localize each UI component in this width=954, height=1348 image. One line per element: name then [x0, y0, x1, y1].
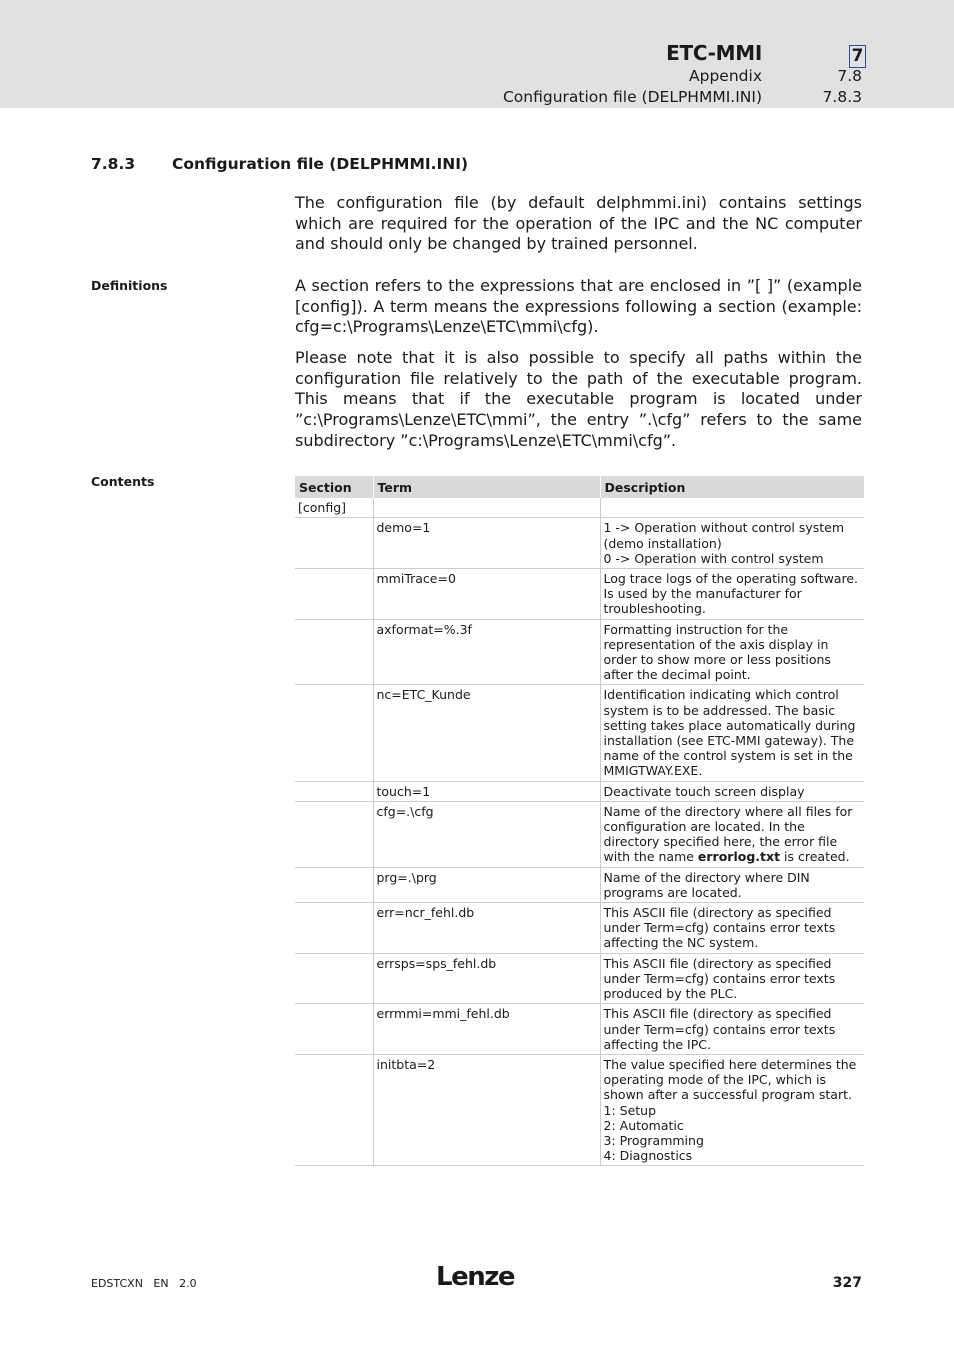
intro-paragraph: The configuration file (by default delphmmi.ini) contains settings which are required for the operation of the IPC and the NC computer and should only be changed by trained personnel.: [295, 193, 862, 254]
section-cell: [295, 619, 373, 685]
description-line: The value specified here determines the operating mode of the IPC, which is shown after a successful program start.: [603, 1056, 857, 1103]
section-cell: [295, 903, 373, 954]
section-cell: [295, 685, 373, 781]
description-line: 1 -> Operation without control system (demo installation): [603, 520, 845, 551]
table-row: [295, 518, 864, 569]
description-line: 4: Diagnostics: [603, 1148, 693, 1164]
empty-cell: [373, 498, 600, 518]
section-cell: [295, 781, 373, 801]
description-cell: [600, 1004, 864, 1055]
description-text: is created.: [780, 849, 850, 865]
section-cell: [295, 953, 373, 1004]
table-row: [295, 1004, 864, 1055]
definitions-paragraph-1: A section refers to the expressions that are enclosed in ”[ ]” (example [config]). A term means the expressions following a section (example: cfg=c:\Programs\Lenze\ETC\mmi\cfg).: [295, 276, 862, 337]
definitions-paragraph-2: Please note that it is also possible to specify all paths within the configuration file relatively to the path of the executable program. This means that if the executable program is located under ”c:\Programs\Lenze\ETC\mmi”, the entry ”.\cfg” refers to the same subdirectory ”c:\Programs\Lenze\ETC\mmi\cfg”.: [295, 348, 862, 450]
header-chapter-name: Appendix: [689, 67, 762, 85]
term-cell: nc=ETC_Kunde: [373, 685, 600, 781]
term-cell: errsps=sps_fehl.db: [373, 953, 600, 1004]
description-cell: [600, 781, 864, 801]
section-cell: [295, 569, 373, 620]
header-chapter-num: 7.8: [837, 67, 862, 85]
table-row-section: [295, 498, 864, 518]
section-cell: [295, 1004, 373, 1055]
table-row: [295, 953, 864, 1004]
description-line: Identification indicating which control system is to be addressed. The basic setting takes place automatically during installation (see ETC-MMI gateway). The name of the control system is set in the MMIGTWAY.EXE.: [603, 687, 856, 779]
description-cell: [600, 903, 864, 954]
document-id: EDSTCXN EN 2.0: [91, 1277, 197, 1290]
contents-label: Contents: [91, 474, 155, 489]
section-cell: [295, 518, 373, 569]
table-row: [295, 619, 864, 685]
header-section-num: 7.8.3: [822, 88, 862, 106]
term-cell: prg=.\prg: [373, 867, 600, 902]
header-section: Section: [295, 476, 373, 498]
table-row: [295, 781, 864, 801]
header-band: [0, 0, 954, 108]
description-line: 2: Automatic: [603, 1117, 684, 1133]
description-line: This ASCII file (directory as specified under Term=cfg) contains error texts affecting the NC system.: [603, 905, 836, 951]
section-cell: [295, 867, 373, 902]
page-number: 327: [832, 1275, 862, 1291]
description-cell: [600, 867, 864, 902]
term-cell: err=ncr_fehl.db: [373, 903, 600, 954]
description-line: Name of the directory where DIN programs are located.: [603, 869, 810, 900]
term-cell: cfg=.\cfg: [373, 801, 600, 867]
table-header-row: [295, 476, 864, 498]
description-cell: [600, 953, 864, 1004]
description-cell: [600, 518, 864, 569]
table-row: [295, 569, 864, 620]
header-term: Term: [373, 476, 600, 498]
description-cell: [600, 1054, 864, 1165]
description-line: This ASCII file (directory as specified under Term=cfg) contains error texts produced by the PLC.: [603, 955, 836, 1002]
definitions-label: Definitions: [91, 278, 168, 293]
table-row: [295, 1054, 864, 1165]
term-cell: axformat=%.3f: [373, 619, 600, 685]
term-cell: touch=1: [373, 781, 600, 801]
chapter-number-box: 7: [849, 45, 866, 68]
table-row: [295, 903, 864, 954]
lenze-logo: Lenze: [436, 1262, 514, 1292]
manual-title: ETC-MMI: [666, 41, 762, 65]
description-line: Log trace logs of the operating software. Is used by the manufacturer for troubleshooting.: [603, 571, 859, 617]
description-line: 3: Programming: [603, 1132, 704, 1148]
section-cell: [295, 1054, 373, 1165]
description-filename: errorlog.txt: [697, 849, 781, 865]
term-cell: errmmi=mmi_fehl.db: [373, 1004, 600, 1055]
table-row: [295, 801, 864, 867]
description-text: Name of the directory where all files for configuration are located. In the directory specified here, the error file with the name: [603, 803, 853, 865]
table-body: [295, 498, 864, 1166]
term-cell: mmiTrace=0: [373, 569, 600, 620]
description-line: 0 -> Operation with control system: [603, 550, 824, 566]
description-line: 1: Setup: [603, 1102, 657, 1118]
description-line: Deactivate touch screen display: [603, 783, 805, 799]
term-cell: initbta=2: [373, 1054, 600, 1165]
description-line: This ASCII file (directory as specified under Term=cfg) contains error texts affecting the IPC.: [603, 1006, 836, 1052]
header-description: Description: [600, 476, 864, 498]
section-cell: [295, 801, 373, 867]
description-cell: [600, 569, 864, 620]
description-cell: [600, 619, 864, 685]
term-cell: demo=1: [373, 518, 600, 569]
section-title: Configuration file (DELPHMMI.INI): [172, 155, 469, 173]
empty-cell: [600, 498, 864, 518]
section-cell: [config]: [295, 498, 373, 518]
header-section-name: Configuration file (DELPHMMI.INI): [502, 88, 762, 106]
table-row: [295, 685, 864, 781]
description-cell: [600, 685, 864, 781]
description-cell: [600, 801, 864, 867]
description-line: Formatting instruction for the representation of the axis display in order to show more or less positions after the decimal point.: [603, 621, 831, 683]
config-table: [295, 476, 864, 1166]
section-number: 7.8.3: [91, 155, 136, 173]
table-row: [295, 867, 864, 902]
